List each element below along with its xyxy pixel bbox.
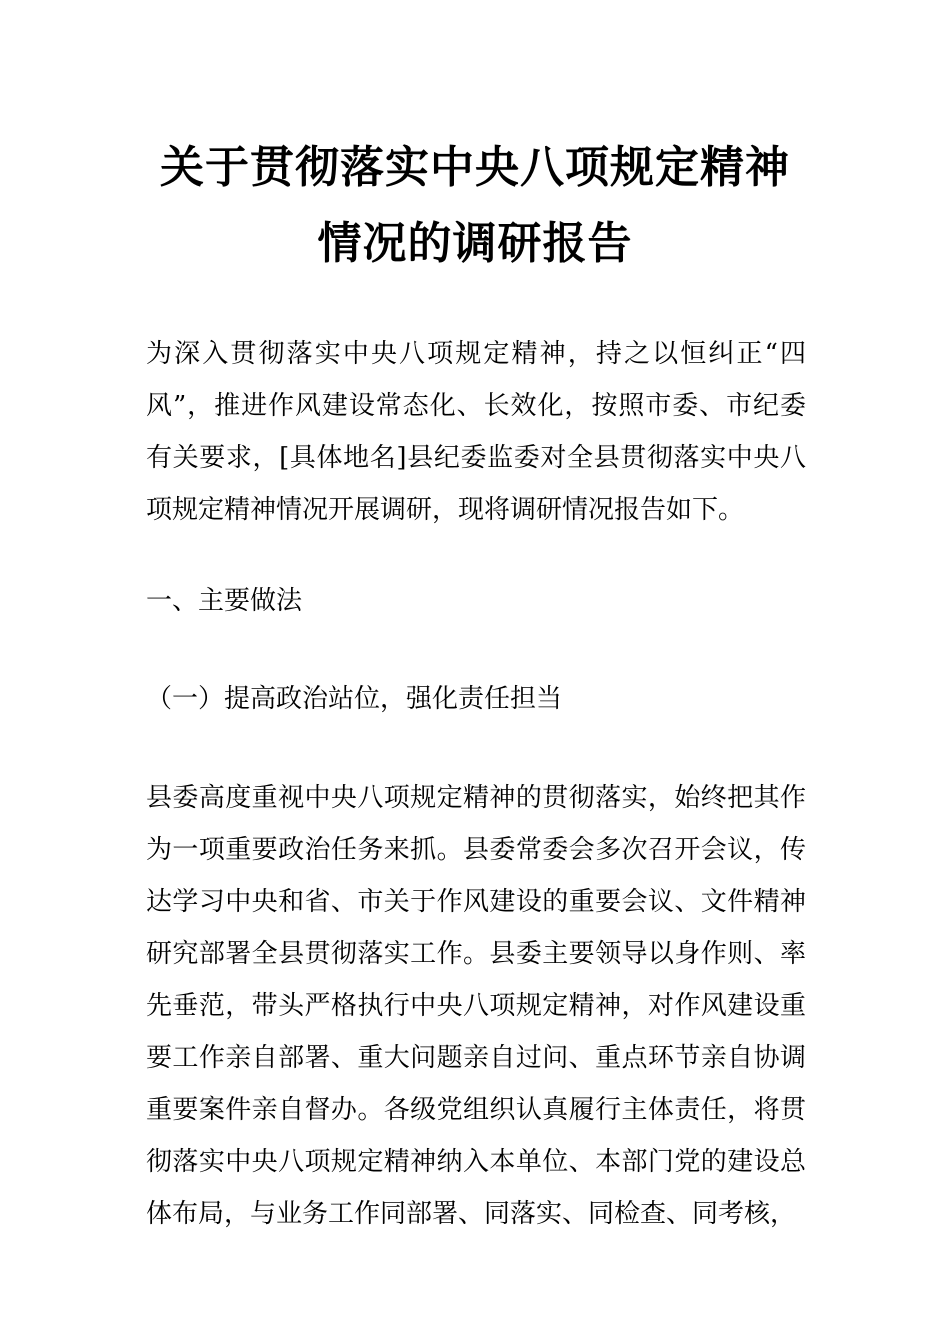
document-title <box>0 130 950 282</box>
body-paragraph: 县委高度重视中央八项规定精神的贯彻落实，始终把其作为一项重要政治任务来抓。县委常委会多次召开会议，传达学习中央和省、市关于作风建设的重要会议、文件精神研究部署全县贯彻落实工作。县委主要领导以身作则、率先垂范，带头严格执行中央八项规定精神，对作风建设重要工作亲自部署、重大问题亲自过问、重点环节亲自协调重要案件亲自督办。各级党组织认真履行主体责任，将贯彻落实中央八项规定精神纳入本单位、本部门党的建设总体布局，与业务工作同部署、同落实、同检查、同考核， <box>146 783 806 1229</box>
title-line-1: 关于贯彻落实中央八项规定精神 <box>160 142 790 193</box>
subsection-heading: （一）提高政治站位，强化责任担当 <box>146 684 563 714</box>
intro-paragraph: 为深入贯彻落实中央八项规定精神，持之以恒纠正“四风”，推进作风建设常态化、长效化，按照市委、市纪委有关要求，[具体地名]县纪委监委对全县贯彻落实中央八项规定精神情况开展调研，现将调研情况报告如下。 <box>146 339 806 525</box>
section-heading: 一、主要做法 <box>146 586 303 616</box>
title-line-2: 情况的调研报告 <box>317 218 633 269</box>
